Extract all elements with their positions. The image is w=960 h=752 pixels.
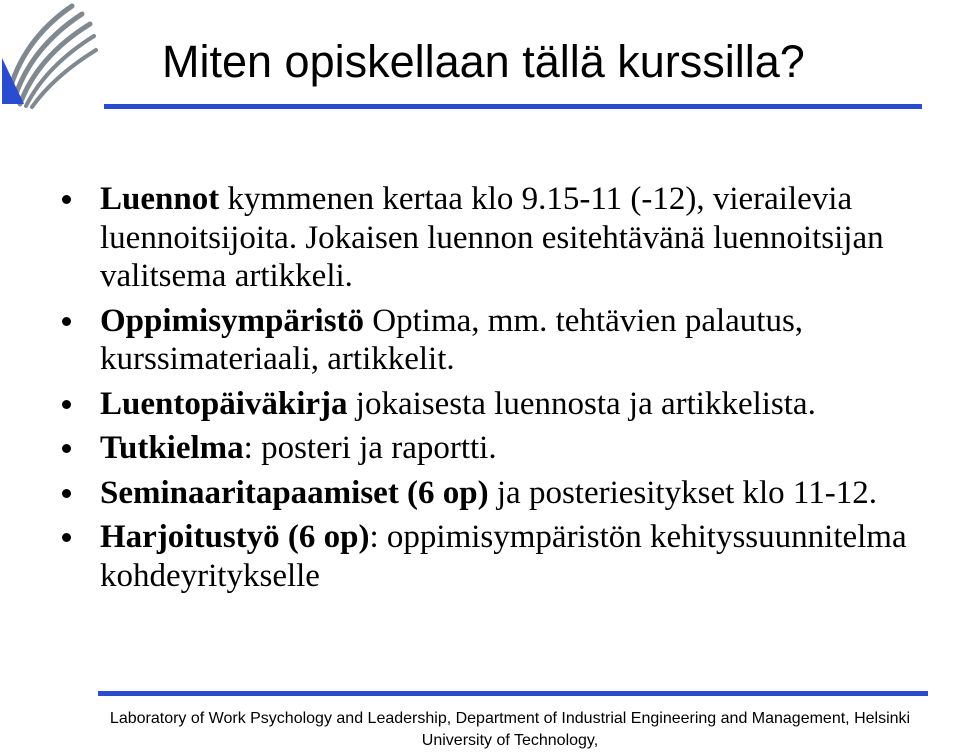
bullet-item [62,518,952,595]
footer-line-1: Laboratory of Work Psychology and Leadership, Department of Industrial Engineering and Management, Helsinki [109,710,911,727]
bullet-text: ja posteriesitykset klo 11-12. [488,474,877,511]
bullet-dot-icon [62,195,71,204]
bullet-keyword: Seminaaritapaamiset (6 op) [100,474,489,511]
bullet-text: jokaisesta luennosta ja artikkelista. [347,385,816,422]
bullet-keyword: Harjoitustyö (6 op) [100,519,370,555]
title-divider [104,104,922,109]
bullet-item [62,180,952,296]
bullet-item [62,474,952,513]
footer [60,708,960,752]
bullet-text: kymmenen kertaa klo 9.15-11 (-12), vierailevia luennoitsijoita. Jokaisen luennon esitehtävänä luennoitsijan valitsema artikkeli. [100,181,884,294]
bullet-keyword: Luennot [100,181,220,217]
bullet-item [62,385,952,424]
bullet-text: : oppimisympäristön kehityssuunnitelma kohdeyritykselle [100,519,907,594]
bullet-keyword: Oppimisympäristö [100,302,365,339]
bullet-dot-icon [62,317,71,326]
bullet-dot-icon [62,444,71,453]
university-logo-icon [2,0,100,112]
bullet-item [62,429,952,468]
bullet-dot-icon [62,533,71,542]
footer-divider [98,691,928,696]
bullet-dot-icon [62,400,71,409]
slide-title: Miten opiskellaan tällä kurssilla? [162,36,805,87]
bullet-item [62,302,952,379]
bullet-keyword: Luentopäiväkirja [100,385,348,422]
bullet-keyword: Tutkielma [100,430,244,466]
bullet-list [62,180,952,601]
bullet-text: Optima, mm. tehtävien palautus, kurssimateriaali, artikkelit. [100,302,804,377]
footer-line-2: University of Technology, [421,732,599,749]
bullet-dot-icon [62,489,71,498]
bullet-text: : posteri ja raportti. [243,430,497,466]
